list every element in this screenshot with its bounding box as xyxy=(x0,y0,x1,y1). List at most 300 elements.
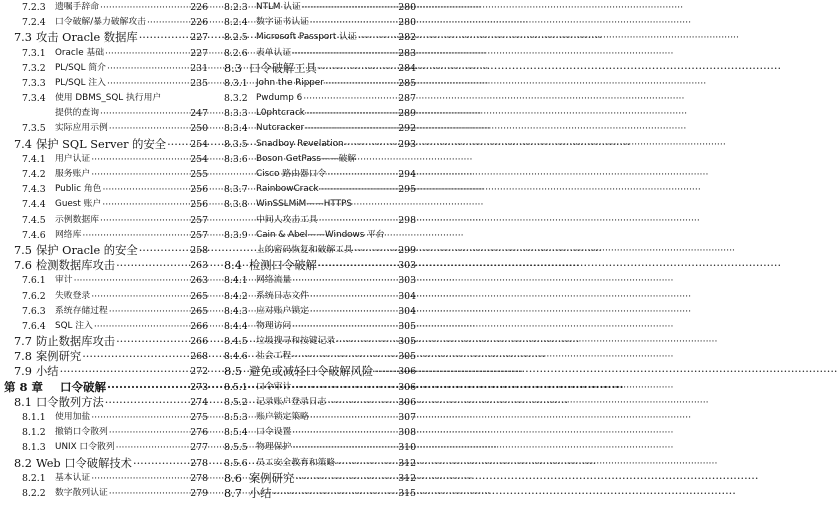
toc-entry-page: 263 xyxy=(190,260,208,272)
toc-leader-dots xyxy=(354,243,397,258)
toc-entry-title: 系统存储过程 xyxy=(55,305,108,316)
toc-entry-subsection xyxy=(4,486,208,501)
toc-leader-dots xyxy=(102,197,189,212)
toc-leader-dots xyxy=(139,243,190,258)
toc-leader-dots xyxy=(358,30,398,45)
toc-entry-page: 263 xyxy=(190,275,208,287)
toc-entry-subsection xyxy=(4,76,208,91)
toc-entry-subsection xyxy=(4,91,208,106)
toc-leader-dots xyxy=(107,380,189,395)
toc-entry-title: UNIX 口令散列 xyxy=(55,442,115,453)
toc-entry-title: 数字散列认证 xyxy=(55,487,108,498)
toc-entry-number: 8.5 xyxy=(224,365,242,379)
toc-entry-title: 表单认证 xyxy=(256,47,292,58)
toc-entry-page: 266 xyxy=(190,336,208,348)
toc-entry-subsection xyxy=(4,440,208,455)
toc-entry-number: 7.4.4 xyxy=(22,199,46,211)
toc-entry-page: 227 xyxy=(190,32,208,44)
toc-entry-title: 审计 xyxy=(55,275,73,286)
toc-entry-number: 8.3.5 xyxy=(224,138,248,150)
toc-entry-subsection xyxy=(224,410,416,425)
toc-entry-subsection xyxy=(4,289,208,304)
toc-entry-number: 7.4.2 xyxy=(22,169,46,181)
toc-entry-page: 268 xyxy=(190,351,208,363)
toc-entry-page: 312 xyxy=(398,457,416,469)
toc-entry-subsection xyxy=(224,425,416,440)
toc-entry-title: SQL 注入 xyxy=(55,320,93,331)
toc-entry-subsection xyxy=(4,213,208,228)
toc-entry-subsection xyxy=(224,91,416,106)
toc-entry-title: 上的密码恢复和破解工具 xyxy=(256,244,353,255)
toc-entry-subsection xyxy=(4,15,208,30)
toc-entry-page: 287 xyxy=(398,93,416,105)
toc-leader-dots xyxy=(107,76,189,91)
toc-entry-page: 254 xyxy=(190,138,208,150)
toc-entry-number: 8.5.6 xyxy=(224,457,248,469)
toc-entry-title: Nutcracker xyxy=(256,123,305,134)
toc-entry-page: 304 xyxy=(398,290,416,302)
toc-entry-number: 7.9 xyxy=(14,365,32,379)
toc-entry-number: 8.4.3 xyxy=(224,305,248,317)
toc-entry-number: 7.4.1 xyxy=(22,153,46,165)
toc-entry-number: 7.4 xyxy=(14,137,32,151)
toc-leader-dots xyxy=(91,289,189,304)
toc-leader-dots xyxy=(133,456,189,471)
toc-entry-title: Microsoft Passport 认证 xyxy=(256,32,357,43)
toc-entry-title: 口令破解/暴力破解攻击 xyxy=(55,17,146,28)
toc-entry-title: NTLM 认证 xyxy=(256,1,301,12)
toc-entry-number: 8.2.1 xyxy=(22,472,46,484)
toc-entry-subsection xyxy=(4,152,208,167)
toc-entry-number: 7.3.4 xyxy=(22,93,46,105)
toc-leader-dots xyxy=(292,425,397,440)
toc-entry-number: 8.3.7 xyxy=(224,184,248,196)
toc-entry-title: 检测口令破解 xyxy=(249,259,317,273)
toc-entry-page: 289 xyxy=(398,108,416,120)
toc-entry-page: 231 xyxy=(190,62,208,74)
toc-entry-subsection xyxy=(224,243,416,258)
toc-entry-subsection xyxy=(4,106,208,121)
toc-leader-dots xyxy=(60,364,190,379)
toc-entry-number: 8.2.6 xyxy=(224,47,248,59)
toc-entry-page: 272 xyxy=(190,366,208,378)
toc-leader-dots xyxy=(310,410,397,425)
toc-entry-number: 8.4.5 xyxy=(224,336,248,348)
toc-leader-dots xyxy=(318,61,397,76)
toc-leader-dots xyxy=(91,152,189,167)
toc-entry-subsection xyxy=(224,106,416,121)
toc-entry-subsection xyxy=(224,137,416,152)
toc-entry-section xyxy=(4,258,208,273)
toc-entry-page: 276 xyxy=(190,427,208,439)
toc-entry-title: 失败登录 xyxy=(55,290,91,301)
toc-entry-subsection xyxy=(4,304,208,319)
toc-entry-number: 7.3.5 xyxy=(22,123,46,135)
toc-entry-subsection xyxy=(224,122,416,137)
toc-leader-dots xyxy=(91,471,189,486)
toc-entry-title: 避免或减轻口令破解风险 xyxy=(249,365,374,379)
toc-leader-dots xyxy=(107,61,189,76)
toc-entry-subsection xyxy=(224,349,416,364)
toc-entry-title: 保护 SQL Server 的安全 xyxy=(36,137,167,151)
toc-entry-number: 7.3.3 xyxy=(22,77,46,89)
toc-entry-subsection xyxy=(4,0,208,15)
toc-entry-title: Public 角色 xyxy=(55,184,102,195)
toc-entry-title: 遗嘱手辞命 xyxy=(55,1,99,12)
toc-entry-number: 8.5.1 xyxy=(224,381,248,393)
toc-entry-page: 227 xyxy=(190,47,208,59)
toc-entry-subsection xyxy=(4,471,208,486)
toc-entry-number: 7.3.1 xyxy=(22,47,46,59)
toc-leader-dots xyxy=(319,213,398,228)
toc-entry-page: 305 xyxy=(398,351,416,363)
toc-entry-subsection xyxy=(224,30,416,45)
toc-entry-number: 8.7 xyxy=(224,486,242,500)
toc-entry-page: 303 xyxy=(398,275,416,287)
toc-entry-page: 303 xyxy=(398,260,416,272)
toc-entry-page: 295 xyxy=(398,184,416,196)
toc-entry-page: 305 xyxy=(398,320,416,332)
toc-entry-page: 292 xyxy=(398,123,416,135)
toc-leader-dots xyxy=(306,106,397,121)
toc-entry-subsection xyxy=(4,197,208,212)
toc-entry-page: 282 xyxy=(398,32,416,44)
toc-entry-title: 物理保护 xyxy=(256,442,292,453)
toc-entry-chapter xyxy=(4,380,208,395)
toc-entry-number: 8.1 xyxy=(14,395,32,409)
toc-entry-title: 实际应用示例 xyxy=(55,123,108,134)
toc-entry-title: Cisco 路由器口令 xyxy=(256,169,327,180)
toc-leader-dots xyxy=(116,440,190,455)
toc-entry-section xyxy=(4,30,208,45)
toc-entry-section xyxy=(224,471,416,486)
toc-leader-dots xyxy=(109,486,189,501)
toc-entry-subsection xyxy=(4,122,208,137)
toc-entry-title: 案例研究 xyxy=(249,471,295,485)
toc-entry-title: 社会工程 xyxy=(256,351,292,362)
toc-entry-page: 257 xyxy=(190,214,208,226)
toc-entry-section xyxy=(224,365,416,380)
toc-entry-page: 284 xyxy=(398,62,416,74)
toc-entry-title: 案例研究 xyxy=(36,350,82,364)
toc-leader-dots xyxy=(325,76,397,91)
toc-entry-subsection xyxy=(4,182,208,197)
toc-entry-title: 员工安全教育和策略 xyxy=(256,457,336,468)
toc-entry-number: 7.6 xyxy=(14,259,32,273)
toc-entry-page: 226 xyxy=(190,1,208,13)
toc-entry-number: 7.6.4 xyxy=(22,320,46,332)
toc-entry-number: 7.2.3 xyxy=(22,1,46,13)
toc-entry-title: 中间人攻击工具 xyxy=(256,214,318,225)
toc-entry-page: 278 xyxy=(190,457,208,469)
toc-entry-page: 306 xyxy=(398,381,416,393)
toc-leader-dots xyxy=(91,410,189,425)
toc-entry-number: 8.3.8 xyxy=(224,199,248,211)
toc-entry-title: 网络流量 xyxy=(256,275,292,286)
toc-leader-dots xyxy=(310,289,397,304)
toc-entry-page: 305 xyxy=(398,336,416,348)
toc-leader-dots xyxy=(292,46,397,61)
toc-entry-page: 273 xyxy=(190,381,208,393)
toc-entry-page: 280 xyxy=(398,17,416,29)
toc-right-column xyxy=(224,0,416,501)
toc-entry-title: WinSSLMiM——HTTPS xyxy=(256,199,352,210)
toc-entry-title: 网络库 xyxy=(55,229,82,240)
toc-entry-number: 7.2.4 xyxy=(22,17,46,29)
toc-leader-dots xyxy=(292,319,397,334)
toc-leader-dots xyxy=(74,273,190,288)
toc-leader-dots xyxy=(292,273,397,288)
toc-entry-subsection xyxy=(4,425,208,440)
toc-entry-number: 7.6.1 xyxy=(22,275,46,287)
toc-entry-section xyxy=(4,243,208,258)
toc-entry-title: Snadboy Revelation xyxy=(256,138,344,149)
toc-entry-number: 8.3.9 xyxy=(224,229,248,241)
toc-entry-number: 8.5.3 xyxy=(224,412,248,424)
toc-entry-number: 7.7 xyxy=(14,335,32,349)
toc-entry-subsection xyxy=(4,61,208,76)
toc-entry-page: 265 xyxy=(190,290,208,302)
toc-entry-section xyxy=(4,395,208,410)
toc-entry-title: 提供的查询 xyxy=(55,108,99,119)
toc-leader-dots xyxy=(374,364,397,379)
toc-entry-number: 8.5.5 xyxy=(224,442,248,454)
toc-entry-number: 8.5.2 xyxy=(224,396,248,408)
toc-entry-title: 服务账户 xyxy=(55,169,91,180)
toc-entry-subsection xyxy=(4,46,208,61)
toc-entry-page: 294 xyxy=(398,169,416,181)
toc-leader-dots xyxy=(100,213,189,228)
toc-entry-title: 使用 DBMS_SQL 执行用户 xyxy=(55,93,162,104)
toc-entry-title: 小结 xyxy=(36,365,59,379)
toc-entry-page: 285 xyxy=(398,77,416,89)
toc-entry-subsection xyxy=(4,410,208,425)
toc-entry-title: RainbowCrack xyxy=(256,184,319,195)
toc-entry-subsection xyxy=(224,395,416,410)
toc-entry-number: 8.2.4 xyxy=(224,17,248,29)
toc-entry-title: 系统日志文件 xyxy=(256,290,309,301)
toc-entry-title: 记录账户登录日志 xyxy=(256,396,327,407)
toc-entry-title: 使用加盐 xyxy=(55,412,91,423)
toc-entry-number: 第 8 章 xyxy=(4,379,44,394)
toc-entry-number: 8.4.1 xyxy=(224,275,248,287)
toc-entry-title: 防止数据库攻击 xyxy=(36,335,116,349)
toc-leader-dots xyxy=(295,471,397,486)
toc-entry-section xyxy=(224,61,416,76)
toc-entry-title: 口令审计 xyxy=(256,381,292,392)
toc-leader-dots xyxy=(273,486,398,501)
toc-entry-subsection xyxy=(224,304,416,319)
toc-entry-number: 8.2.3 xyxy=(224,1,248,13)
toc-entry-title: 应对账户锁定 xyxy=(256,305,309,316)
toc-entry-page: 226 xyxy=(190,17,208,29)
toc-entry-title: 账户锁定策略 xyxy=(256,412,309,423)
toc-entry-page: 307 xyxy=(398,412,416,424)
toc-entry-title: PL/SQL 简介 xyxy=(55,62,106,73)
toc-entry-page: 257 xyxy=(190,229,208,241)
toc-entry-subsection xyxy=(4,273,208,288)
toc-leader-dots xyxy=(292,349,397,364)
toc-entry-number: 8.3 xyxy=(224,61,242,75)
toc-entry-section xyxy=(224,486,416,501)
toc-leader-dots xyxy=(336,334,397,349)
toc-entry-number: 8.3.3 xyxy=(224,108,248,120)
toc-left-column xyxy=(4,0,208,501)
toc-entry-number: 8.3.6 xyxy=(224,153,248,165)
toc-leader-dots xyxy=(109,304,189,319)
toc-entry-section xyxy=(4,456,208,471)
toc-entry-page: 258 xyxy=(190,244,208,256)
toc-entry-page: 306 xyxy=(398,396,416,408)
toc-leader-dots xyxy=(100,0,189,15)
toc-leader-dots xyxy=(102,182,189,197)
toc-entry-title: Boson GetPass——破解 xyxy=(256,153,357,164)
toc-entry-title: 示例数据库 xyxy=(55,214,99,225)
toc-entry-title: 口令破解 xyxy=(60,379,106,394)
toc-entry-subsection xyxy=(224,197,416,212)
toc-entry-page: 293 xyxy=(398,138,416,150)
toc-leader-dots xyxy=(109,121,189,136)
toc-entry-subsection xyxy=(224,167,416,182)
toc-entry-number: 8.2.5 xyxy=(224,32,248,44)
toc-entry-number: 7.4.6 xyxy=(22,229,46,241)
toc-entry-page: 280 xyxy=(398,1,416,13)
toc-entry-number: 8.4.6 xyxy=(224,351,248,363)
toc-leader-dots xyxy=(327,167,397,182)
toc-leader-dots xyxy=(310,304,397,319)
toc-entry-subsection xyxy=(224,228,416,243)
toc-entry-number: 8.1.2 xyxy=(22,427,46,439)
toc-entry-page: 298 xyxy=(398,214,416,226)
toc-leader-dots xyxy=(82,349,189,364)
toc-entry-title: 物理访问 xyxy=(256,320,292,331)
toc-entry-number: 8.3.4 xyxy=(224,123,248,135)
toc-entry-page: 306 xyxy=(398,366,416,378)
toc-entry-subsection xyxy=(224,380,416,395)
toc-leader-dots xyxy=(105,46,189,61)
toc-entry-section xyxy=(4,365,208,380)
toc-leader-dots xyxy=(303,91,397,106)
toc-entry-page: 308 xyxy=(398,427,416,439)
toc-leader-dots xyxy=(292,440,397,455)
toc-leader-dots xyxy=(320,182,398,197)
toc-entry-number: 8.6 xyxy=(224,471,242,485)
toc-entry-page: 315 xyxy=(398,487,416,499)
toc-entry-page: 266 xyxy=(190,320,208,332)
toc-entry-title: 攻击 Oracle 数据库 xyxy=(36,31,138,45)
toc-entry-number: 7.3 xyxy=(14,31,32,45)
toc-entry-title: 用户认证 xyxy=(55,153,91,164)
toc-leader-dots xyxy=(318,258,397,273)
toc-entry-page: 275 xyxy=(190,412,208,424)
toc-entry-section xyxy=(4,334,208,349)
toc-entry-number: 8.4.2 xyxy=(224,290,248,302)
toc-entry-title: 撤销口令散列 xyxy=(55,427,108,438)
toc-entry-subsection xyxy=(224,440,416,455)
toc-entry-number: 7.3.2 xyxy=(22,62,46,74)
toc-entry-title: 数字证书认证 xyxy=(256,17,309,28)
toc-entry-page: 235 xyxy=(190,77,208,89)
toc-entry-page: 247 xyxy=(190,108,208,120)
toc-entry-subsection xyxy=(224,289,416,304)
toc-entry-title: Oracle 基础 xyxy=(55,47,105,58)
toc-leader-dots xyxy=(94,319,189,334)
toc-entry-section xyxy=(4,137,208,152)
toc-entry-subsection xyxy=(4,319,208,334)
toc-leader-dots xyxy=(91,167,189,182)
toc-entry-number: 7.6.3 xyxy=(22,305,46,317)
toc-entry-section xyxy=(224,258,416,273)
toc-entry-page: 255 xyxy=(190,169,208,181)
toc-entry-page: 256 xyxy=(190,184,208,196)
toc-entry-title: L0phtcrack xyxy=(256,108,305,119)
toc-entry-number: 8.4 xyxy=(224,259,242,273)
toc-entry-page: 312 xyxy=(398,472,416,484)
toc-entry-title: 口令破解工具 xyxy=(249,61,317,75)
toc-leader-dots xyxy=(310,15,397,30)
toc-entry-title: Web 口令破解技术 xyxy=(36,456,132,470)
toc-leader-dots xyxy=(100,106,189,121)
toc-leader-dots xyxy=(345,137,398,152)
toc-entry-title: John the Ripper xyxy=(256,77,324,88)
toc-entry-subsection xyxy=(4,167,208,182)
toc-entry-page: 250 xyxy=(190,123,208,135)
toc-leader-dots xyxy=(116,258,189,273)
toc-entry-number: 8.2 xyxy=(14,456,32,470)
toc-entry-title: Pwdump 6 xyxy=(256,93,303,104)
toc-leader-dots xyxy=(116,334,189,349)
toc-leader-dots xyxy=(167,137,189,152)
toc-entry-page: 277 xyxy=(190,442,208,454)
toc-entry-page: 279 xyxy=(190,487,208,499)
toc-entry-page: 283 xyxy=(398,47,416,59)
toc-entry-subsection xyxy=(224,182,416,197)
toc-entry-number: 8.5.4 xyxy=(224,427,248,439)
toc-leader-dots xyxy=(105,395,189,410)
toc-entry-number: 8.3.1 xyxy=(224,77,248,89)
toc-entry-title: 检测数据库攻击 xyxy=(36,259,116,273)
toc-entry-title: 口令散列方法 xyxy=(36,395,104,409)
toc-leader-dots xyxy=(292,380,397,395)
toc-leader-dots xyxy=(302,0,397,15)
toc-leader-dots xyxy=(82,228,189,243)
toc-entry-section xyxy=(4,349,208,364)
toc-entry-number: 8.4.4 xyxy=(224,320,248,332)
toc-entry-number: 7.4.3 xyxy=(22,184,46,196)
toc-entry-title: 保护 Oracle 的安全 xyxy=(36,243,138,257)
toc-entry-subsection xyxy=(224,334,416,349)
toc-entry-subsection xyxy=(224,273,416,288)
toc-entry-page: 278 xyxy=(190,472,208,484)
toc-entry-subsection xyxy=(224,456,416,471)
toc-entry-number: 8.2.2 xyxy=(22,487,46,499)
toc-entry-title: Cain & Abel——Windows 平台 xyxy=(256,229,385,240)
toc-entry-subsection xyxy=(224,76,416,91)
toc-entry-number: 7.4.5 xyxy=(22,214,46,226)
toc-entry-subsection xyxy=(224,319,416,334)
toc-leader-dots xyxy=(109,425,189,440)
toc-leader-dots xyxy=(147,15,189,30)
toc-entry-number: 8.1.3 xyxy=(22,442,46,454)
toc-leader-dots xyxy=(336,456,397,471)
toc-entry-subsection xyxy=(224,152,416,167)
toc-leader-dots xyxy=(139,30,190,45)
toc-entry-title: 小结 xyxy=(249,486,272,500)
toc-entry-title: 基本认证 xyxy=(55,472,91,483)
toc-entry-subsection xyxy=(224,213,416,228)
toc-entry-page: 265 xyxy=(190,305,208,317)
toc-entry-page: 254 xyxy=(190,153,208,165)
